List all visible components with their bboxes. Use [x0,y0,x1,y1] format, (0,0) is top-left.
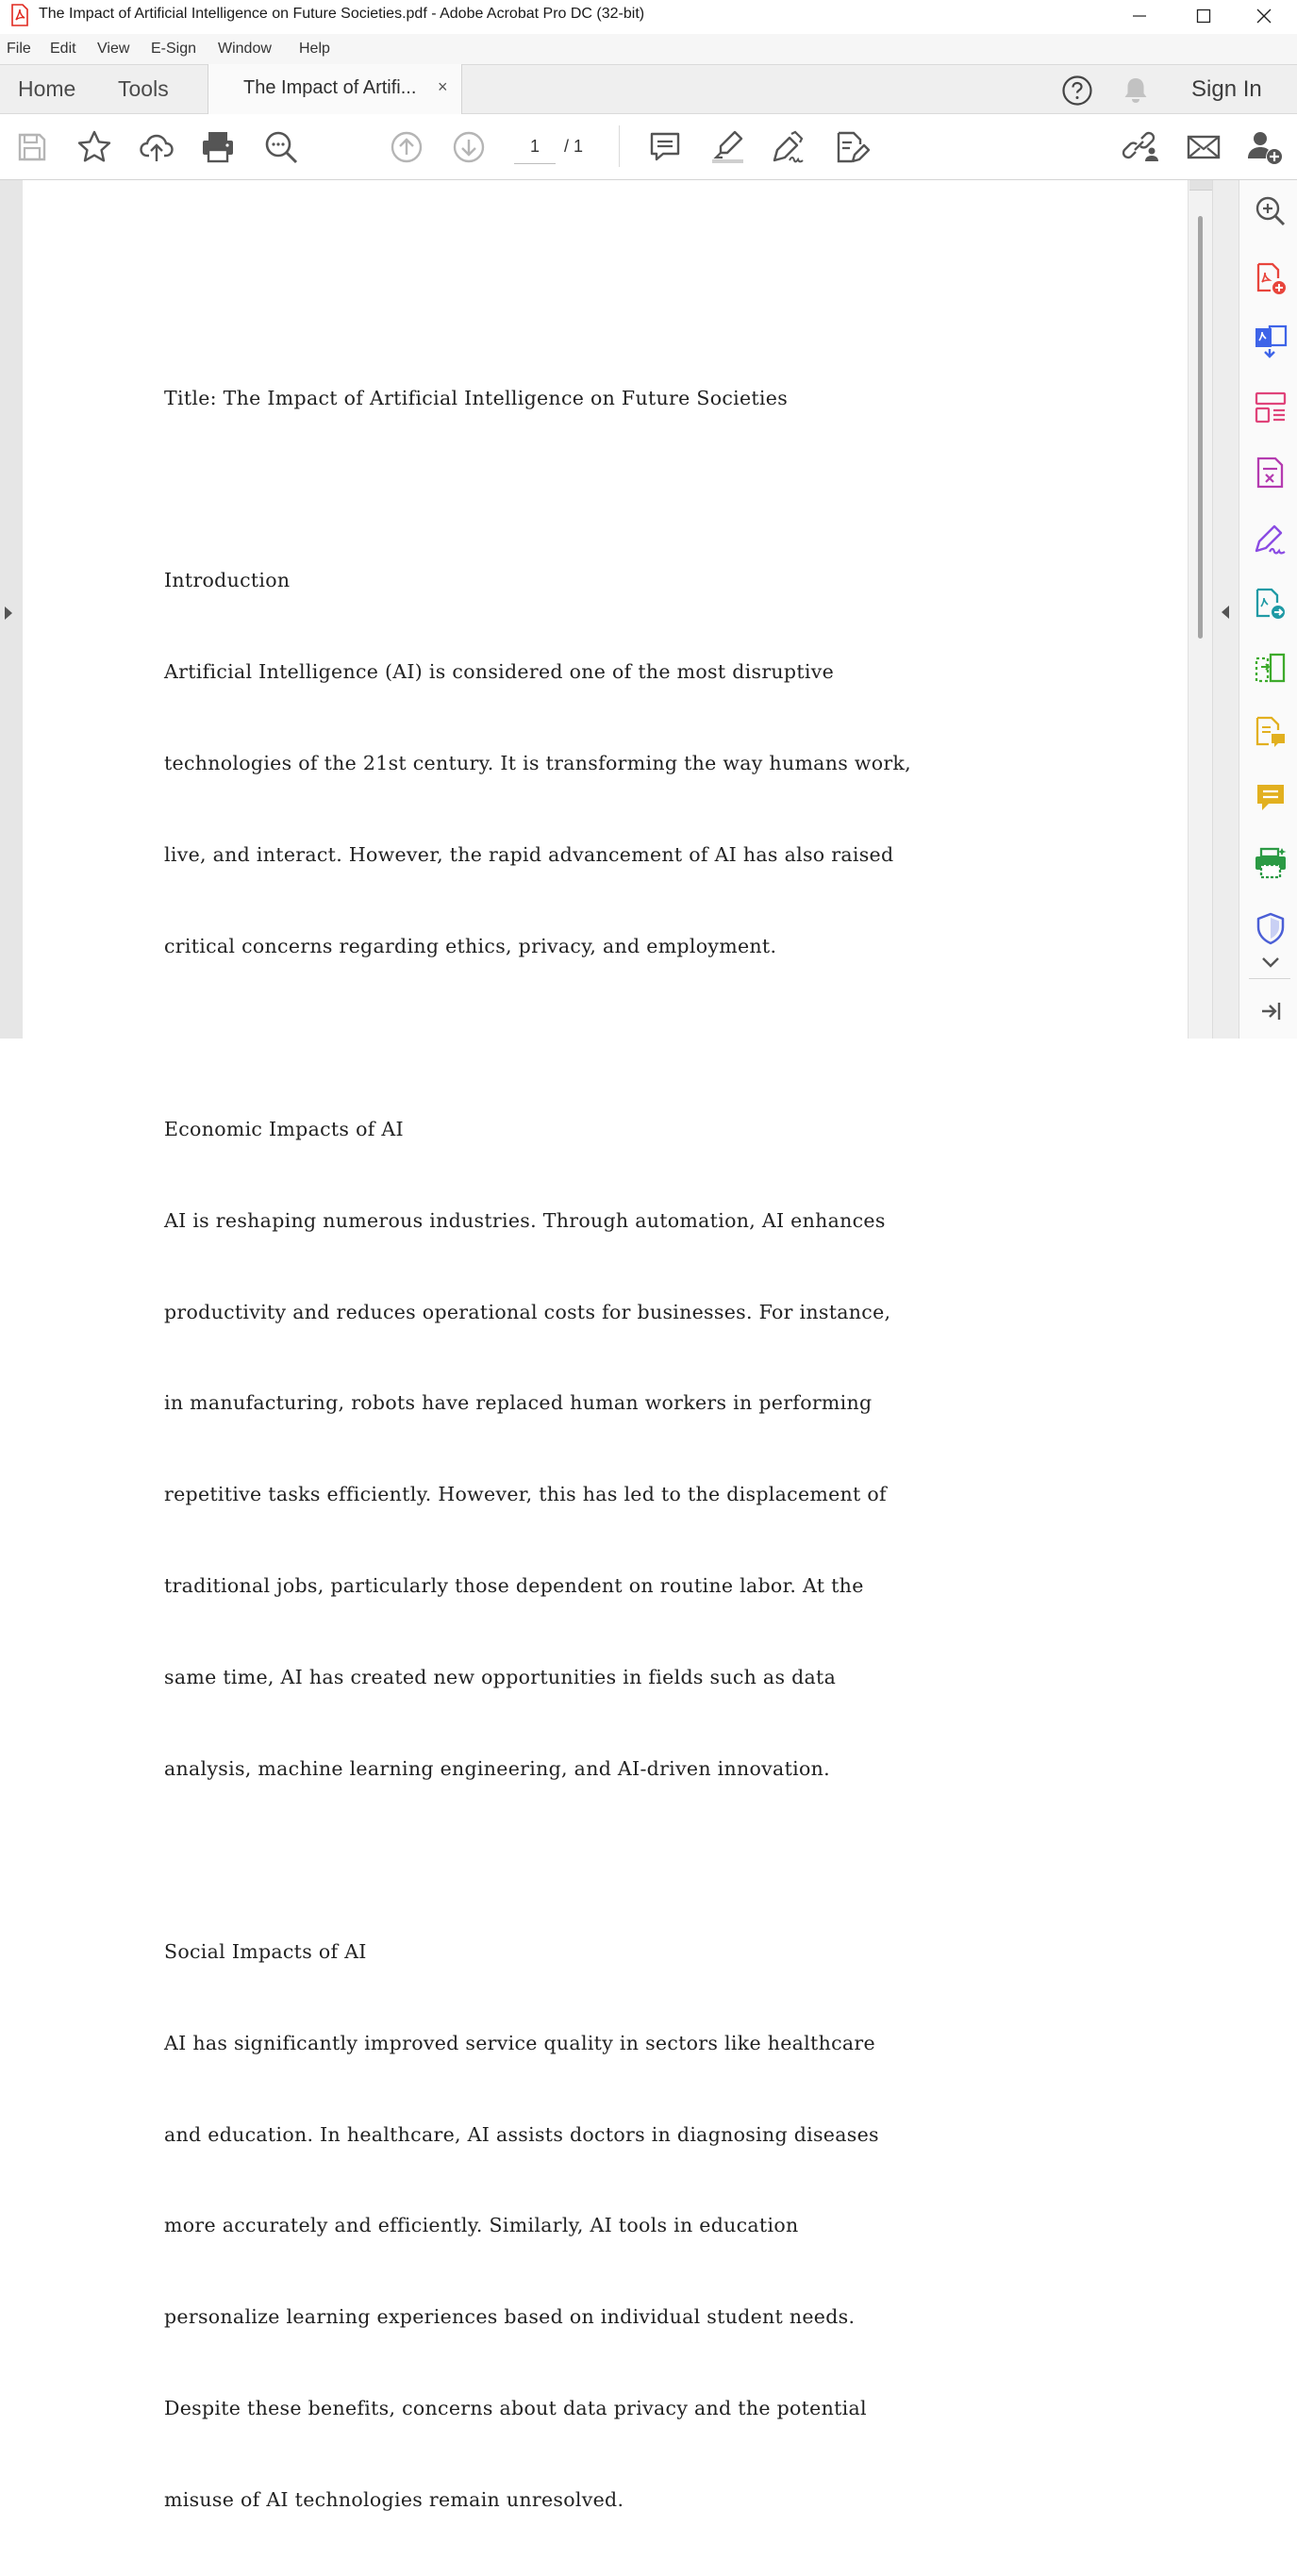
signature-icon [1253,523,1289,557]
document-line: Social Impacts of AI [164,1939,367,1963]
fill-and-sign-tool[interactable] [1253,522,1289,557]
find-text-button[interactable] [262,128,300,166]
maximize-icon [1196,8,1211,24]
window-title: The Impact of Artificial Intelligence on Future Societies.pdf - Adobe Acrobat Pro DC (32-bit) [39,6,645,22]
create-pdf-icon [1254,261,1288,295]
comment-icon [648,130,682,164]
maximize-button[interactable] [1175,0,1232,32]
arrow-up-circle-icon [390,130,424,164]
tab-home[interactable]: Home [18,76,76,101]
sign-in-button[interactable]: Sign In [1191,76,1262,102]
minimize-button[interactable] [1111,0,1168,32]
menu-help[interactable]: Help [299,41,330,57]
create-pdf-tool[interactable] [1253,260,1289,296]
minimize-icon [1132,8,1147,24]
scrollbar-top-cap [1189,180,1212,191]
organize-pages-icon [1254,391,1288,424]
menu-view[interactable]: View [97,41,130,57]
edit-pdf-tool[interactable] [1253,455,1289,490]
print-button[interactable] [199,128,237,166]
save-button[interactable] [13,128,51,166]
document-line: personalize learning experiences based on individual student needs. [164,2305,856,2329]
document-line: analysis, machine learning engineering, and AI-driven innovation. [164,1756,830,1780]
document-line [164,1845,911,1875]
printer-icon [200,129,236,165]
search-icon [263,129,299,165]
tab-document[interactable] [208,64,462,114]
menu-file[interactable]: File [7,41,31,57]
add-comment-button[interactable] [646,128,684,166]
notifications-bell-icon[interactable] [1122,75,1150,106]
share-edit-button[interactable] [833,128,871,166]
collapse-tools-pane-button[interactable] [1253,993,1289,1029]
document-line: repetitive tasks efficiently. However, this has led to the displacement of [164,1483,887,1506]
mail-icon [1186,129,1222,165]
page-number-input[interactable]: 1 [514,132,556,164]
shield-icon [1255,911,1287,945]
close-tab-button[interactable]: × [438,77,448,96]
protect-tool[interactable] [1253,910,1289,946]
bookmark-star-button[interactable] [75,128,113,166]
add-user-button[interactable] [1246,128,1284,166]
pen-signature-icon [771,129,806,165]
comment-tool[interactable] [1253,780,1289,816]
upload-cloud-button[interactable] [138,128,175,166]
document-line: Economic Impacts of AI [164,1117,404,1140]
combine-files-icon [1254,651,1288,685]
chevron-down-icon [1260,956,1281,969]
acrobat-pdf-icon [9,4,30,26]
highlight-button[interactable] [708,128,746,166]
document-line: Despite these benefits, concerns about data privacy and the potential [164,2397,867,2420]
tab-bar [0,64,1297,114]
left-panel-gutter [0,180,23,1039]
zoom-search-icon [1255,195,1287,227]
document-line: same time, AI has created new opportunities in fields such as data [164,1666,837,1689]
document-line: and education. In healthcare, AI assists doctors in diagnosing diseases [164,2122,879,2146]
document-line: Artificial Intelligence (AI) is considered one of the most disruptive [164,660,835,684]
menu-e-sign[interactable]: E-Sign [151,41,197,57]
title-bar [0,0,1297,32]
tools-pane-divider [1249,978,1290,979]
document-page [23,180,1188,2512]
send-for-review-tool[interactable] [1253,586,1289,622]
cloud-upload-icon [139,129,175,165]
export-pdf-tool[interactable] [1253,324,1289,359]
link-icon [1122,129,1160,165]
document-line [164,1022,911,1053]
close-window-button[interactable] [1236,0,1292,32]
menu-edit[interactable]: Edit [50,41,76,57]
comment-bubble-icon [1255,782,1287,814]
edit-pdf-icon [1255,456,1287,490]
share-link-button[interactable] [1122,128,1160,166]
expand-left-panel-icon[interactable] [5,607,12,620]
scrollbar-thumb[interactable] [1198,216,1203,639]
export-pdf-icon [1253,324,1289,359]
more-tools-button[interactable] [1253,944,1289,980]
document-tab-label: The Impact of Artifi... [243,77,417,98]
close-icon [1255,8,1272,25]
document-line: Title: The Impact of Artificial Intelligence on Future Societies [164,386,789,409]
main-toolbar [0,114,1297,180]
document-line: technologies of the 21st century. It is transforming the way humans work, [164,752,911,775]
print-production-tool[interactable] [1253,845,1289,881]
document-line: more accurately and efficiently. Similarly, AI tools in education [164,2214,799,2237]
document-line: productivity and reduces operational costs for businesses. For instance, [164,1300,891,1323]
document-line: in manufacturing, robots have replaced human workers in performing [164,1391,873,1415]
send-document-icon [1254,587,1288,621]
document-edit-icon [834,129,870,165]
email-button[interactable] [1185,128,1222,166]
document-text [164,322,911,2576]
arrow-down-circle-icon [452,130,486,164]
previous-page-button[interactable] [388,128,425,166]
request-signatures-tool[interactable] [1253,714,1289,750]
document-line: live, and interact. However, the rapid advancement of AI has also raised [164,843,894,867]
combine-files-tool[interactable] [1253,650,1289,686]
print-production-icon [1253,845,1289,881]
highlighter-icon [709,129,745,165]
document-line [164,474,911,504]
menu-window[interactable]: Window [218,41,272,57]
tools-pane [1239,180,1297,1039]
tab-tools[interactable]: Tools [118,76,169,101]
document-line: traditional jobs, particularly those dependent on routine labor. At the [164,1574,864,1598]
document-line: Introduction [164,569,291,592]
help-icon[interactable] [1061,75,1093,107]
fill-sign-button[interactable] [770,128,807,166]
menu-bar [0,34,1297,64]
document-comment-icon [1254,715,1288,749]
organize-pages-tool[interactable] [1253,390,1289,425]
document-line: critical concerns regarding ethics, privacy, and employment. [164,934,777,957]
collapse-right-panel-icon[interactable] [1222,606,1229,619]
next-page-button[interactable] [450,128,488,166]
collapse-pane-icon [1258,1000,1283,1022]
toolbar-divider [619,125,620,167]
save-icon [16,131,48,163]
document-line: misuse of AI technologies remain unresolved. [164,2488,624,2512]
vertical-scrollbar[interactable] [1188,180,1212,1039]
star-icon [76,129,112,165]
right-panel-toggle-strip [1212,180,1239,1039]
document-line: AI is reshaping numerous industries. Through automation, AI enhances [164,1208,886,1232]
search-zoom-tool[interactable] [1253,193,1289,229]
add-person-icon [1246,128,1284,166]
document-line: AI has significantly improved service quality in sectors like healthcare [164,2031,875,2054]
page-total-label: / 1 [564,137,584,156]
